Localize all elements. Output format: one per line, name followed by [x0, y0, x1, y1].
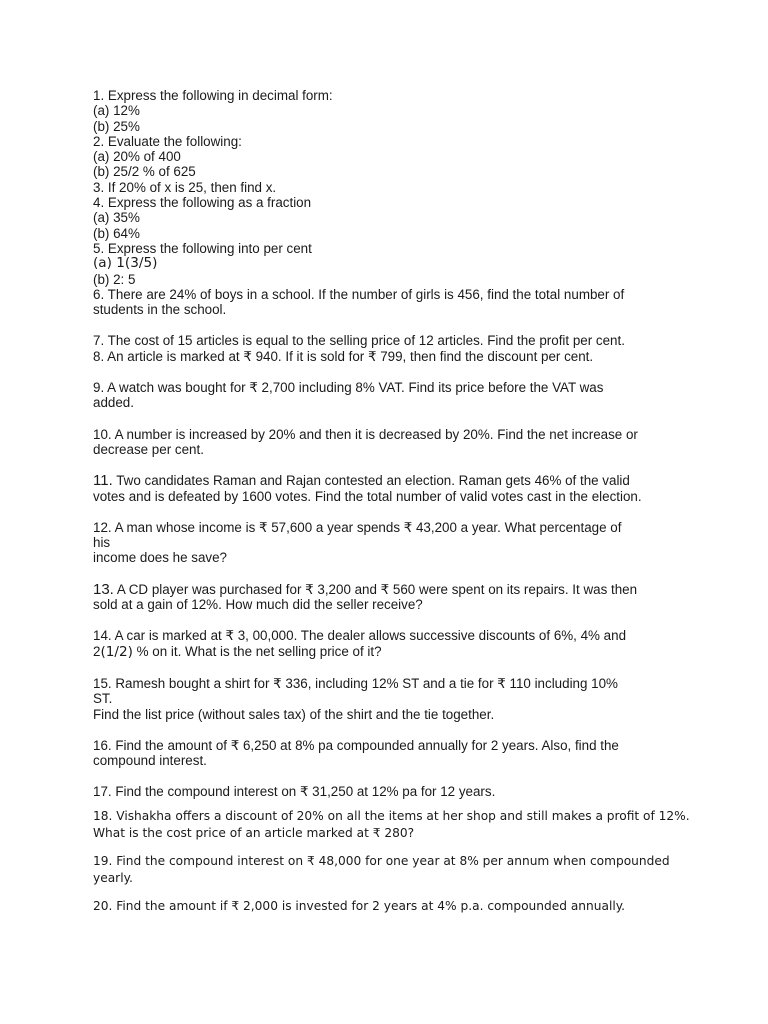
- question-19-line-1: 19. Find the compound interest on ₹ 48,000 for one year at 8% per annum when compounded: [93, 853, 670, 868]
- question-10-line-2: decrease per cent.: [93, 441, 204, 457]
- question-6: [93, 287, 683, 318]
- question-12-line-3: income does he save?: [93, 550, 227, 566]
- question-13-number: 13.: [93, 580, 114, 598]
- question-11-line-2: votes and is defeated by 1600 votes. Find the total number of valid votes cast in the election.: [93, 488, 642, 504]
- question-13-text: A CD player was purchased for ₹ 3,200 and ₹ 560 were spent on its repairs. It was then: [113, 581, 638, 597]
- question-1-part-a: (a) 12%: [93, 103, 140, 119]
- question-14-line-1: 14. A car is marked at ₹ 3, 00,000. The dealer allows successive discounts of 6%, 4% and: [93, 628, 627, 644]
- question-7-8: [93, 333, 683, 364]
- question-12: [93, 520, 683, 566]
- question-15-line-1: 15. Ramesh bought a shirt for ₹ 336, including 12% ST and a tie for ₹ 110 including 10%: [93, 675, 618, 691]
- question-10-line-1: 10. A number is increased by 20% and then it is decreased by 20%. Find the net increase or: [93, 426, 638, 442]
- question-13: [93, 582, 683, 613]
- question-2-stem: 2. Evaluate the following:: [93, 133, 242, 149]
- question-14-rest: % on it. What is the net selling price of it?: [132, 643, 382, 659]
- question-9: [93, 380, 683, 411]
- question-16-line-1: 16. Find the amount of ₹ 6,250 at 8% pa compounded annually for 2 years. Also, find the: [93, 737, 619, 753]
- question-16: [93, 738, 683, 769]
- question-2-part-a: (a) 20% of 400: [93, 149, 181, 165]
- question-12-line-1: 12. A man whose income is ₹ 57,600 a year spends ₹ 43,200 a year. What percentage of: [93, 519, 622, 535]
- question-9-line-2: added.: [93, 395, 134, 411]
- question-12-line-2: his: [93, 535, 111, 551]
- question-3: 3. If 20% of x is 25, then find x.: [93, 179, 277, 195]
- question-11-line-1: [93, 473, 683, 488]
- question-10: [93, 427, 683, 458]
- question-13-line-1: [93, 582, 683, 597]
- question-7: 7. The cost of 15 articles is equal to the selling price of 12 articles. Find the profit per cent.: [93, 333, 625, 349]
- question-11: [93, 473, 683, 504]
- question-6-line-1: 6. There are 24% of boys in a school. If the number of girls is 456, find the total number of: [93, 286, 625, 302]
- question-14: [93, 628, 683, 660]
- question-20-line: 20. Find the amount if ₹ 2,000 is invested for 2 years at 4% p.a. compounded annually.: [93, 898, 626, 913]
- question-18-line-2: What is the cost price of an article marked at ₹ 280?: [93, 826, 415, 841]
- question-14-line-2: [93, 644, 683, 660]
- question-4-part-b: (b) 64%: [93, 225, 140, 241]
- question-15-line-3: Find the list price (without sales tax) of the shirt and the tie together.: [93, 706, 495, 722]
- question-4: [93, 195, 683, 241]
- question-5-part-a: (a) 1(3/5): [93, 255, 158, 272]
- question-19-line-2: yearly.: [93, 871, 133, 886]
- question-19: [93, 853, 683, 888]
- question-11-text: Two candidates Raman and Rajan contested an election. Raman gets 46% of the valid: [112, 473, 630, 489]
- question-9-line-1: 9. A watch was bought for ₹ 2,700 including 8% VAT. Find its price before the VAT was: [93, 380, 604, 396]
- worksheet: [93, 88, 690, 915]
- question-5-part-b: (b) 2: 5: [93, 271, 136, 287]
- question-18-line-1: 18. Vishakha offers a discount of 20% on all the items at her shop and still makes a profit of 12%.: [93, 808, 690, 823]
- question-5-stem: 5. Express the following into per cent: [93, 240, 312, 256]
- question-4-stem: 4. Express the following as a fraction: [93, 195, 312, 211]
- question-6-line-2: students in the school.: [93, 302, 227, 318]
- question-1: [93, 88, 683, 134]
- question-20: [93, 898, 683, 916]
- question-17-line: 17. Find the compound interest on ₹ 31,250 at 12% pa for 12 years.: [93, 784, 496, 800]
- question-4-part-a: (a) 35%: [93, 210, 140, 226]
- question-15-line-2: ST.: [93, 691, 113, 707]
- question-14-fraction: (1/2): [100, 643, 133, 660]
- question-1-stem: 1. Express the following in decimal form:: [93, 88, 333, 103]
- question-2-part-b: (b) 25/2 % of 625: [93, 164, 196, 180]
- question-13-line-2: sold at a gain of 12%. How much did the seller receive?: [93, 597, 423, 613]
- question-8: 8. An article is marked at ₹ 940. If it is sold for ₹ 799, then find the discount per cent.: [93, 348, 594, 364]
- question-16-line-2: compound interest.: [93, 753, 207, 769]
- question-2: [93, 134, 683, 180]
- question-14-whole: 2: [93, 643, 101, 659]
- question-18: [93, 808, 690, 843]
- question-11-number: 11.: [93, 472, 113, 490]
- question-5: [93, 241, 683, 287]
- question-17: [93, 784, 683, 799]
- question-15: [93, 676, 683, 722]
- question-1-part-b: (b) 25%: [93, 118, 140, 134]
